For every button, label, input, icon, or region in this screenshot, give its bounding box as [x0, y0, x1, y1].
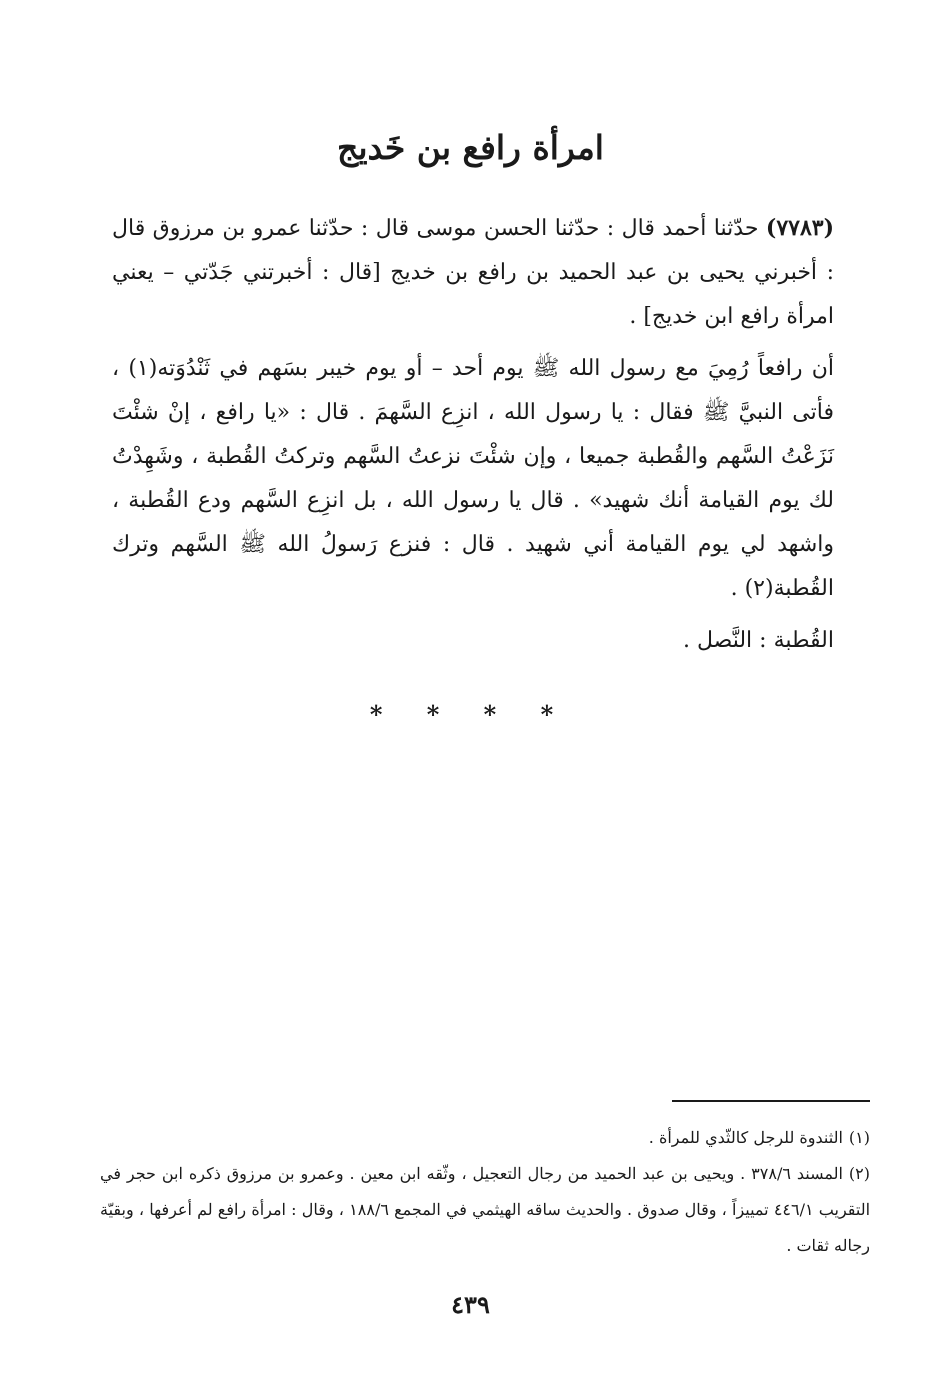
gloss-paragraph: [112, 619, 834, 663]
footnote: [100, 1120, 870, 1156]
footnote-text: الثندوة للرجل كالثّدي للمرأة .: [648, 1128, 843, 1147]
footnote-text: المسند ٣٧٨/٦ . ويحيى بن عبد الحميد من رجال التعجيل ، وثّقه ابن معين . وعمرو بن مرزوق ذكره ابن حجر في التقريب ٤٤٦/١ تمييزاً ، وقال صدوق . والحديث ساقه الهيثمي في المجمع ١٨٨/٦ ، وقال : امرأة رافع لم أعرفها ، وبقيّة رجاله ثقات .: [100, 1164, 871, 1255]
footnote-divider: [672, 1100, 870, 1102]
page-number: ٤٣٩: [451, 1290, 490, 1319]
hadith-number: (٧٧٨٣): [765, 215, 834, 241]
paragraph-text: القُطبة : النَّصل .: [682, 628, 834, 653]
footnote-number: (١): [848, 1128, 870, 1147]
main-text: [112, 206, 834, 663]
footnote-number: (٢): [848, 1164, 871, 1183]
hadith-paragraph: [112, 206, 834, 339]
footnote: [100, 1156, 870, 1264]
hadith-paragraph: [112, 347, 834, 611]
paragraph-text: حدّثنا أحمد قال : حدّثنا الحسن موسى قال : حدّثنا عمرو بن مرزوق قال : أخبرني يحيى بن عبد الحميد بن رافع بن خديج [قال : أخبرتني جَدّتي – يعني امرأة رافع ابن خديج] .: [112, 216, 834, 329]
footnotes: [100, 1120, 870, 1264]
section-separator: * * * *: [369, 700, 572, 729]
chapter-title: امرأة رافع بن خَديج: [337, 128, 604, 167]
paragraph-text: أن رافعاً رُمِيَ مع رسول الله ﷺ يوم أحد – أو يوم خيبر بسَهم في ثَنْدُوَته(١) ، فأتى النبيَّ ﷺ فقال : يا رسول الله ، انزِع السَّهمَ . قال : «يا رافع ، إنْ شئْتَ نَزَعْتُ السَّهم والقُطبة جميعا ، وإن شئْتَ نزعتُ السَّهم وتركتُ القُطبة ، وشَهِدْتُ لك يوم القيامة أنك شهيد» . قال يا رسول الله ، بل انزِع السَّهم ودع القُطبة ، واشهد لي يوم القيامة أني شهيد . قال : فنزع رَسولُ الله ﷺ السَّهم وترك القُطبة(٢) .: [112, 356, 834, 601]
